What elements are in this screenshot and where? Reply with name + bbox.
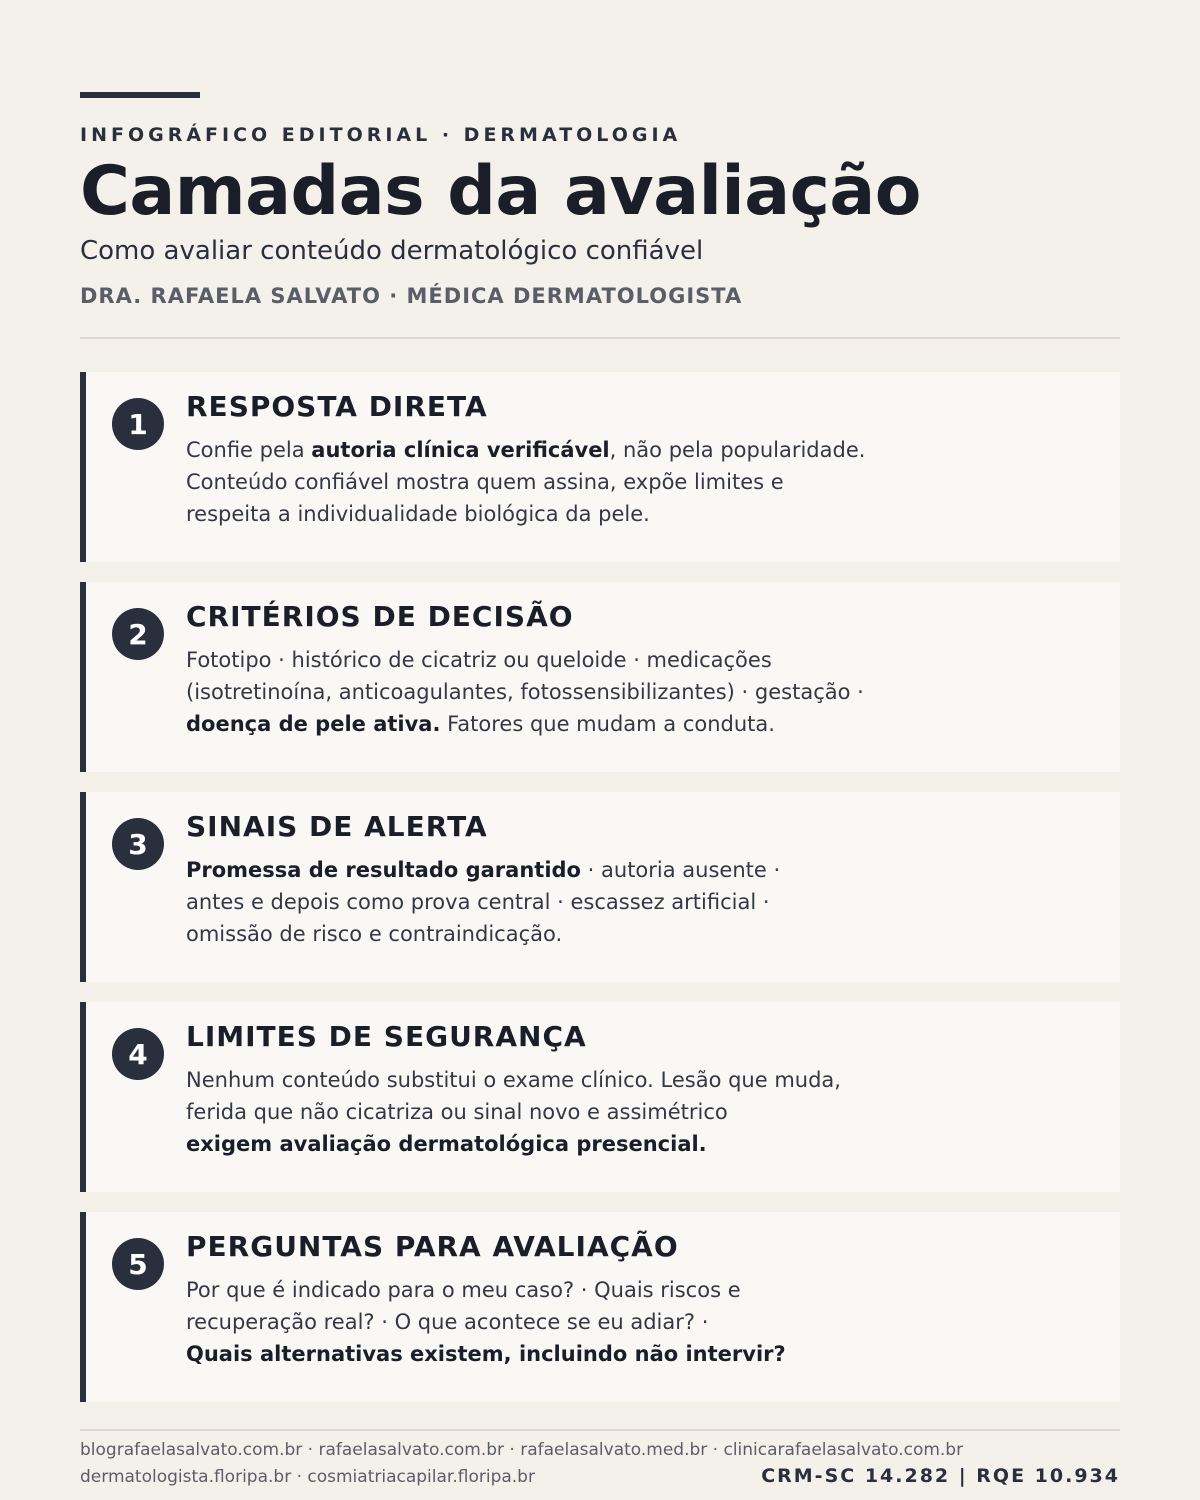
card-perguntas-para-avaliacao (80, 1212, 1120, 1402)
body-line (186, 1338, 946, 1370)
card-body (186, 1274, 946, 1370)
body-line (186, 708, 946, 740)
author-line: DRA. RAFAELA SALVATO · MÉDICA DERMATOLOGISTA (80, 284, 743, 308)
step-number-badge: 1 (112, 398, 164, 450)
body-emphasis: autoria clínica verificável (311, 438, 610, 462)
header-divider (80, 337, 1120, 339)
footer-divider (80, 1429, 1120, 1431)
card-heading: PERGUNTAS PARA AVALIAÇÃO (186, 1230, 679, 1263)
body-line: Por que é indicado para o meu caso? · Quais riscos e (186, 1278, 741, 1302)
card-heading: SINAIS DE ALERTA (186, 810, 488, 843)
body-line: respeita a individualidade biológica da pele. (186, 502, 650, 526)
body-line: antes e depois como prova central · escassez artificial · (186, 890, 770, 914)
body-line: ferida que não cicatriza ou sinal novo e assimétrico (186, 1100, 728, 1124)
card-body (186, 434, 946, 530)
body-emphasis: Promessa de resultado garantido (186, 858, 581, 882)
body-line (186, 1128, 946, 1160)
footer-links-line-2: dermatologista.floripa.br · cosmiatriacapilar.floripa.br (80, 1467, 535, 1487)
body-line (186, 434, 946, 466)
step-number-badge: 2 (112, 608, 164, 660)
body-text: , não pela popularidade. (609, 438, 866, 462)
body-text: Fatores que mudam a conduta. (440, 712, 775, 736)
footer-links-line-1: blografaelasalvato.com.br · rafaelasalvato.com.br · rafaelasalvato.med.br · clinicarafaelasalvato.com.br (80, 1440, 964, 1460)
accent-bar (80, 92, 200, 98)
crm-registration: CRM-SC 14.282 | RQE 10.934 (761, 1465, 1120, 1487)
page-subtitle: Como avaliar conteúdo dermatológico confiável (80, 236, 704, 266)
body-line: (isotretinoína, anticoagulantes, fotossensibilizantes) · gestação · (186, 680, 864, 704)
eyebrow-label: INFOGRÁFICO EDITORIAL · DERMATOLOGIA (80, 124, 682, 146)
body-line: Conteúdo confiável mostra quem assina, expõe limites e (186, 470, 784, 494)
body-line: recuperação real? · O que acontece se eu adiar? · (186, 1310, 709, 1334)
body-text: · autoria ausente · (580, 858, 781, 882)
card-heading: LIMITES DE SEGURANÇA (186, 1020, 587, 1053)
card-criterios-de-decisao (80, 582, 1120, 772)
body-line: Fototipo · histórico de cicatriz ou queloide · medicações (186, 648, 772, 672)
step-number-badge: 4 (112, 1028, 164, 1080)
body-line: Nenhum conteúdo substitui o exame clínico. Lesão que muda, (186, 1068, 841, 1092)
body-emphasis: Quais alternativas existem, incluindo não intervir? (186, 1342, 786, 1366)
body-emphasis: doença de pele ativa. (186, 712, 441, 736)
card-heading: CRITÉRIOS DE DECISÃO (186, 600, 574, 633)
card-heading: RESPOSTA DIRETA (186, 390, 488, 423)
body-line: omissão de risco e contraindicação. (186, 922, 563, 946)
card-body (186, 644, 946, 740)
body-emphasis: exigem avaliação dermatológica presencial. (186, 1132, 707, 1156)
body-line (186, 854, 946, 886)
card-sinais-de-alerta (80, 792, 1120, 982)
card-resposta-direta (80, 372, 1120, 562)
card-body (186, 854, 946, 950)
step-number-badge: 3 (112, 818, 164, 870)
card-body (186, 1064, 946, 1160)
body-text: Confie pela (186, 438, 312, 462)
step-number-badge: 5 (112, 1238, 164, 1290)
page-title: Camadas da avaliação (80, 152, 921, 231)
card-limites-de-seguranca (80, 1002, 1120, 1192)
